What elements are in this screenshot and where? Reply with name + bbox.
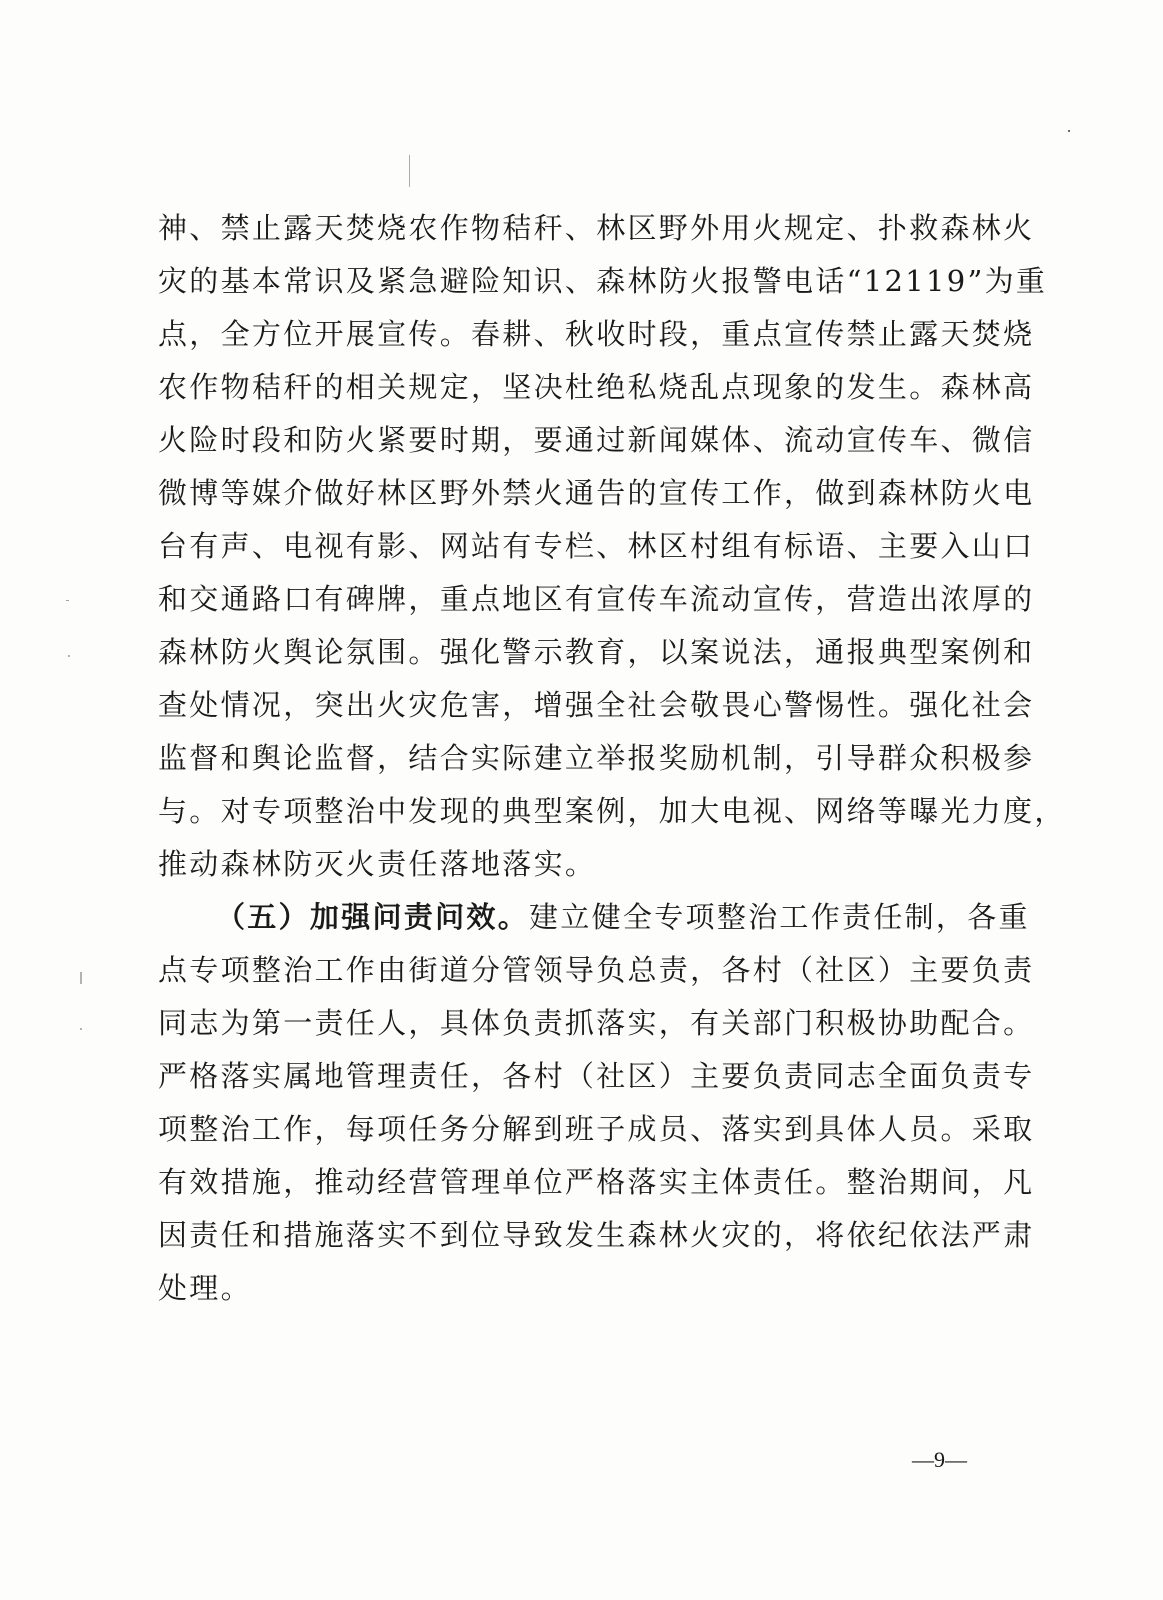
- section-first-line: [158, 891, 1030, 944]
- scan-mark-left-2: [68, 655, 70, 657]
- text-line: 监督和舆论监督，结合实际建立举报奖励机制，引导群众积极参: [158, 741, 1035, 775]
- text-line: 点，全方位开展宣传。春耕、秋收时段，重点宣传禁止露天焚烧: [158, 317, 1035, 351]
- text-line: 严格落实属地管理责任，各村（社区）主要负责同志全面负责专: [158, 1059, 1035, 1093]
- scan-mark-left-1: [66, 600, 69, 601]
- section-heading: （五）加强问责问效。: [216, 900, 530, 934]
- text-line: 因责任和措施落实不到位导致发生森林火灾的，将依纪依法严肃: [158, 1218, 1035, 1252]
- scan-mark-right: [1068, 130, 1070, 132]
- text-line: 推动森林防灭火责任落地落实。: [158, 847, 597, 881]
- text-line: 台有声、电视有影、网站有专栏、林区村组有标语、主要入山口: [158, 529, 1035, 563]
- text-line: 项整治工作，每项任务分解到班子成员、落实到具体人员。采取: [158, 1112, 1035, 1146]
- text-line: 火险时段和防火紧要时期，要通过新闻媒体、流动宣传车、微信: [158, 423, 1035, 457]
- text-line: 处理。: [158, 1271, 252, 1305]
- text-line: 点专项整治工作由街道分管领导负总责，各村（社区）主要负责: [158, 953, 1035, 987]
- text-line: 微博等媒介做好林区野外禁火通告的宣传工作，做到森林防火电: [158, 476, 1035, 510]
- text-line: 农作物秸秆的相关规定，坚决杜绝私烧乱点现象的发生。森林高: [158, 370, 1035, 404]
- text-line: 查处情况，突出火灾危害，增强全社会敬畏心警惕性。强化社会: [158, 688, 1035, 722]
- text-line: 有效措施，推动经营管理单位严格落实主体责任。整治期间，凡: [158, 1165, 1035, 1199]
- text-line: 森林防火舆论氛围。强化警示教育，以案说法，通报典型案例和: [158, 635, 1035, 669]
- page-number: —9—: [912, 1447, 967, 1472]
- text-line: 和交通路口有碑牌，重点地区有宣传车流动宣传，营造出浓厚的: [158, 582, 1035, 616]
- text-line: 与。对专项整治中发现的典型案例，加大电视、网络等曝光力度，: [158, 794, 1066, 828]
- text-line: 神、禁止露天焚烧农作物秸秆、林区野外用火规定、扑救森林火: [158, 211, 1035, 245]
- scan-mark-left-3: [80, 972, 82, 984]
- section-first-line-text: 建立健全专项整治工作责任制，各重: [529, 900, 1030, 934]
- scan-mark-top: [409, 155, 410, 187]
- body-text-block: [158, 202, 1066, 1315]
- text-line: 同志为第一责任人，具体负责抓落实，有关部门积极协助配合。: [158, 1006, 1035, 1040]
- text-line: 灾的基本常识及紧急避险知识、森林防火报警电话“12119”为重: [158, 264, 1048, 298]
- scan-mark-left-4: [80, 1028, 82, 1030]
